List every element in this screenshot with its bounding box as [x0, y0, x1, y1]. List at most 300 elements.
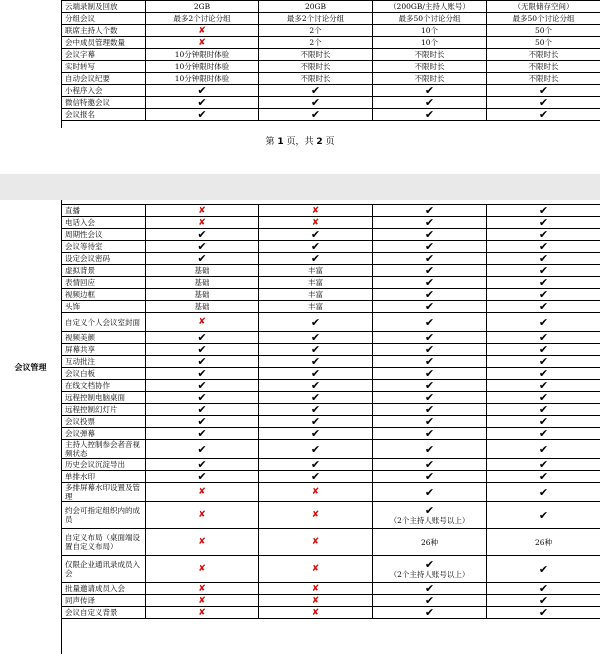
- check-icon: ✔: [197, 379, 207, 392]
- check-icon: ✔: [310, 470, 321, 483]
- check-icon: ✔: [424, 355, 435, 368]
- plan-cell: [259, 1, 373, 13]
- feature-name: 头饰: [62, 301, 146, 313]
- check-icon: ✔: [424, 391, 435, 404]
- feature-name: 小程序入会: [62, 85, 146, 97]
- table-row: [62, 380, 600, 392]
- plan-cell: [373, 556, 487, 583]
- plan-cell: [259, 85, 373, 97]
- cell-value: 50个: [534, 38, 553, 47]
- feature-name: 历史会议沉淀导出: [62, 459, 146, 471]
- cross-icon: ✘: [198, 564, 206, 574]
- check-icon: ✔: [310, 355, 321, 368]
- plan-cell: [259, 583, 373, 595]
- check-icon: ✔: [310, 331, 321, 344]
- check-icon: ✔: [424, 84, 435, 97]
- table-row: [62, 483, 600, 502]
- cross-icon: ✘: [311, 583, 320, 594]
- cell-value: 最多50个讨论分组: [512, 14, 575, 23]
- plan-cell: [487, 583, 600, 595]
- plan-cell: [487, 368, 600, 380]
- plan-cell: [259, 428, 373, 440]
- feature-name: 微信特邀会议: [62, 97, 146, 109]
- feature-name: 主持人控制参会者音视频状态: [62, 440, 146, 459]
- plan-cell: [487, 229, 600, 241]
- cell-value: 最多50个讨论分组: [398, 14, 461, 23]
- cell-value: 26种: [534, 537, 553, 547]
- plan-cell: [259, 277, 373, 289]
- check-icon: ✔: [538, 252, 549, 265]
- plan-cell: [259, 595, 373, 607]
- check-icon: ✔: [424, 582, 435, 595]
- plan-cell: [373, 49, 487, 61]
- plan-cell: [259, 483, 373, 502]
- plan-cell: [146, 61, 259, 73]
- plan-cell: [146, 277, 259, 289]
- cross-icon: ✘: [311, 595, 320, 606]
- plan-cell: [373, 607, 487, 619]
- cross-icon: ✘: [198, 487, 206, 497]
- cross-icon: ✘: [198, 607, 206, 618]
- cross-icon: ✘: [198, 217, 206, 228]
- plan-cell: [487, 217, 600, 229]
- check-icon: ✔: [197, 228, 207, 241]
- table-row: [62, 556, 600, 583]
- table-row: [62, 205, 600, 217]
- check-icon: ✔: [538, 562, 549, 576]
- check-icon: ✔: [538, 343, 549, 356]
- check-icon: ✔: [538, 264, 549, 277]
- plan-cell: [146, 556, 259, 583]
- feature-name: 虚拟背景: [62, 265, 146, 277]
- cross-icon: ✘: [198, 37, 206, 48]
- plan-cell: [259, 440, 373, 459]
- check-icon: ✔: [197, 470, 207, 483]
- cross-icon: ✘: [311, 537, 320, 547]
- cross-icon: ✘: [198, 510, 206, 520]
- plan-cell: [487, 265, 600, 277]
- cross-icon: ✘: [198, 317, 206, 327]
- plan-cell: [146, 289, 259, 301]
- feature-name: 会议报名: [62, 109, 146, 121]
- plan-cell: [146, 265, 259, 277]
- cell-value: 10个: [420, 26, 439, 35]
- check-icon: ✔: [197, 427, 207, 440]
- check-icon: ✔: [424, 427, 435, 440]
- plan-cell: [487, 289, 600, 301]
- cell-value: 基础: [194, 278, 210, 287]
- plan-cell: [373, 428, 487, 440]
- section-left-border: [0, 0, 62, 128]
- feature-name: 会议白板: [62, 368, 146, 380]
- check-icon: ✔: [310, 315, 321, 329]
- plan-cell: [373, 583, 487, 595]
- plan-cell: [373, 25, 487, 37]
- cross-icon: ✘: [311, 607, 320, 618]
- cell-value: 基础: [194, 266, 210, 275]
- plan-cell: [487, 607, 600, 619]
- plan-cell: [373, 502, 487, 529]
- plan-cell: [259, 368, 373, 380]
- plan-cell: [146, 85, 259, 97]
- cell-value: 基础: [194, 302, 210, 311]
- cell-value: 10个: [420, 38, 439, 47]
- check-icon: ✔: [197, 331, 207, 344]
- two-hosts-note: （2个主持人账号以上）: [389, 516, 470, 525]
- cell-value: 不限时长: [300, 74, 331, 83]
- plan-cell: [487, 483, 600, 502]
- table-row: [62, 344, 600, 356]
- cell-value: 10分钟限时体验: [174, 50, 230, 59]
- cross-icon: ✘: [311, 510, 320, 520]
- check-icon: ✔: [424, 276, 435, 289]
- plan-cell: [487, 556, 600, 583]
- plan-cell: [373, 13, 487, 25]
- plan-cell: [146, 404, 259, 416]
- plan-cell: [487, 428, 600, 440]
- check-icon: ✔: [538, 204, 549, 217]
- plan-cell: [487, 205, 600, 217]
- check-icon: ✔: [424, 315, 435, 329]
- cross-icon: ✘: [311, 564, 320, 574]
- plan-cell: [146, 428, 259, 440]
- check-icon: ✔: [424, 228, 435, 241]
- plan-cell: [487, 85, 600, 97]
- plan-cell: [146, 356, 259, 368]
- feature-name: 自动会议纪要: [62, 73, 146, 85]
- check-icon: ✔: [424, 415, 435, 428]
- table-row: [62, 25, 600, 37]
- table-row: [62, 416, 600, 428]
- plan-cell: [259, 217, 373, 229]
- check-icon: ✔: [424, 367, 435, 380]
- page-gap: [0, 174, 600, 200]
- table-row: [62, 404, 600, 416]
- check-icon: ✔: [424, 288, 435, 301]
- feature-name: 批量邀请成员入会: [62, 583, 146, 595]
- check-icon: ✔: [538, 300, 549, 313]
- plan-cell: [373, 229, 487, 241]
- table-row: [62, 241, 600, 253]
- plan-cell: [487, 440, 600, 459]
- plan-cell: [373, 205, 487, 217]
- plan-cell: [487, 416, 600, 428]
- check-icon: ✔: [424, 264, 435, 277]
- plan-cell: [259, 344, 373, 356]
- check-icon: ✔: [424, 504, 435, 517]
- plan-cell: [373, 253, 487, 265]
- plan-cell: [259, 97, 373, 109]
- cell-value: 最多2个讨论分组: [286, 14, 345, 23]
- feature-name: 分组会议: [62, 13, 146, 25]
- table-row: [62, 607, 600, 619]
- cell-value: 10分钟限时体验: [174, 74, 230, 83]
- check-icon: ✔: [538, 508, 549, 522]
- plan-cell: [146, 37, 259, 49]
- plan-cell: [259, 301, 373, 313]
- feature-name: 在线文档协作: [62, 380, 146, 392]
- feature-name: 约会可指定组织内的成员: [62, 502, 146, 529]
- check-icon: ✔: [197, 252, 207, 265]
- check-icon: ✔: [538, 331, 549, 344]
- plan-cell: [373, 97, 487, 109]
- check-icon: ✔: [424, 300, 435, 313]
- plan-cell: [146, 392, 259, 404]
- check-icon: ✔: [538, 391, 549, 404]
- plan-cell: [373, 332, 487, 344]
- check-icon: ✔: [538, 108, 549, 121]
- check-icon: ✔: [424, 96, 435, 109]
- check-icon: ✔: [197, 391, 207, 404]
- check-icon: ✔: [197, 355, 207, 368]
- table-row: [62, 97, 600, 109]
- cell-value: 2个: [309, 38, 322, 47]
- check-icon: ✔: [538, 288, 549, 301]
- plan-cell: [487, 502, 600, 529]
- check-icon: ✔: [424, 331, 435, 344]
- check-icon: ✔: [197, 96, 207, 109]
- cross-icon: ✘: [198, 537, 206, 547]
- plan-cell: [146, 595, 259, 607]
- check-icon: ✔: [197, 442, 207, 456]
- cross-icon: ✘: [311, 205, 320, 216]
- feature-name: 云端录制及回放: [62, 1, 146, 13]
- table-row: [62, 229, 600, 241]
- plan-cell: [487, 241, 600, 253]
- check-icon: ✔: [310, 442, 321, 456]
- plan-cell: [373, 217, 487, 229]
- plan-cell: [146, 253, 259, 265]
- check-icon: ✔: [424, 240, 435, 253]
- plan-cell: [487, 380, 600, 392]
- plan-cell: [259, 332, 373, 344]
- check-icon: ✔: [310, 367, 321, 380]
- check-icon: ✔: [538, 415, 549, 428]
- plan-cell: [373, 313, 487, 332]
- plan-cell: [146, 49, 259, 61]
- plan-cell: [259, 37, 373, 49]
- check-icon: ✔: [424, 204, 435, 217]
- plan-cell: [373, 277, 487, 289]
- plan-cell: [373, 85, 487, 97]
- plan-cell: [259, 229, 373, 241]
- plan-cell: [146, 1, 259, 13]
- plan-cell: [487, 404, 600, 416]
- plan-cell: [259, 416, 373, 428]
- check-icon: ✔: [538, 403, 549, 416]
- plan-cell: [146, 241, 259, 253]
- table-row: [62, 368, 600, 380]
- plan-cell: [487, 277, 600, 289]
- check-icon: ✔: [310, 108, 321, 121]
- plan-cell: [373, 37, 487, 49]
- table-row: [62, 440, 600, 459]
- check-icon: ✔: [538, 355, 549, 368]
- section-label: 会议管理: [14, 363, 47, 372]
- plan-cell: [146, 380, 259, 392]
- feature-name: 会议字幕: [62, 49, 146, 61]
- cell-value: 不限时长: [300, 62, 331, 71]
- plan-cell: [487, 13, 600, 25]
- check-icon: ✔: [424, 458, 435, 471]
- plan-cell: [373, 440, 487, 459]
- plan-cell: [146, 332, 259, 344]
- check-icon: ✔: [310, 403, 321, 416]
- plan-cell: [259, 392, 373, 404]
- plan-cell: [259, 289, 373, 301]
- feature-name: 屏幕共享: [62, 344, 146, 356]
- table-row: [62, 332, 600, 344]
- plan-cell: [146, 109, 259, 121]
- cell-value: 丰富: [308, 302, 323, 311]
- cell-value: 不限时长: [414, 62, 445, 71]
- table-row: [62, 313, 600, 332]
- table-row: [62, 583, 600, 595]
- plan-cell: [487, 301, 600, 313]
- check-icon: ✔: [310, 240, 321, 253]
- table-row: [62, 13, 600, 25]
- cell-value: 26种: [420, 537, 439, 547]
- table-row: [62, 37, 600, 49]
- check-icon: ✔: [310, 96, 321, 109]
- cell-value: 丰富: [308, 266, 323, 275]
- table-row: [62, 73, 600, 85]
- plan-cell: [259, 556, 373, 583]
- feature-name: 自定义布局（桌面端设置自定义布局）: [62, 529, 146, 556]
- plan-cell: [259, 25, 373, 37]
- plan-cell: [373, 241, 487, 253]
- cell-value: 基础: [194, 290, 210, 299]
- feature-name: 会议弹幕: [62, 428, 146, 440]
- table-row: [62, 49, 600, 61]
- plan-cell: [259, 356, 373, 368]
- check-icon: ✔: [197, 415, 207, 428]
- plan-cell: [146, 459, 259, 471]
- table-row: [62, 356, 600, 368]
- table-row: [62, 253, 600, 265]
- page-2: [0, 200, 600, 654]
- check-icon: ✔: [424, 606, 435, 619]
- plan-cell: [487, 61, 600, 73]
- plan-cell: [259, 253, 373, 265]
- check-icon: ✔: [197, 240, 207, 253]
- table-row: [62, 109, 600, 121]
- table-row: [62, 529, 600, 556]
- cell-value: 最多2个讨论分组: [173, 14, 231, 23]
- cell-value: 不限时长: [528, 62, 559, 71]
- plan-cell: [259, 313, 373, 332]
- check-icon: ✔: [424, 442, 435, 456]
- cell-value: 20GB: [304, 2, 327, 11]
- plan-cell: [146, 416, 259, 428]
- feature-name: 表情回应: [62, 277, 146, 289]
- plan-cell: [373, 1, 487, 13]
- cell-value: 丰富: [308, 278, 323, 287]
- feature-name: 周期性会议: [62, 229, 146, 241]
- feature-name: 视频边框: [62, 289, 146, 301]
- table-row: [62, 392, 600, 404]
- plan-cell: [373, 289, 487, 301]
- check-icon: ✔: [538, 84, 549, 97]
- check-icon: ✔: [538, 367, 549, 380]
- check-icon: ✔: [538, 96, 549, 109]
- plan-cell: [373, 61, 487, 73]
- plan-cell: [373, 529, 487, 556]
- plan-cell: [146, 440, 259, 459]
- plan-cell: [373, 109, 487, 121]
- check-icon: ✔: [310, 84, 321, 97]
- cross-icon: ✘: [198, 205, 206, 216]
- check-icon: ✔: [197, 458, 207, 471]
- plan-cell: [146, 583, 259, 595]
- feature-name: 会议投票: [62, 416, 146, 428]
- check-icon: ✔: [310, 379, 321, 392]
- plan-cell: [487, 529, 600, 556]
- plan-cell: [259, 607, 373, 619]
- check-icon: ✔: [424, 343, 435, 356]
- cross-icon: ✘: [198, 595, 206, 606]
- feature-name: 联席主持人个数: [62, 25, 146, 37]
- plan-cell: [373, 483, 487, 502]
- plan-cell: [487, 595, 600, 607]
- check-icon: ✔: [310, 228, 321, 241]
- check-icon: ✔: [310, 458, 321, 471]
- table-row: [62, 265, 600, 277]
- plan-cell: [373, 392, 487, 404]
- plan-cell: [146, 483, 259, 502]
- table-row: [62, 459, 600, 471]
- table-row: [62, 301, 600, 313]
- plan-cell: [259, 241, 373, 253]
- table-row: [62, 277, 600, 289]
- check-icon: ✔: [197, 108, 207, 121]
- check-icon: ✔: [538, 582, 549, 595]
- check-icon: ✔: [424, 403, 435, 416]
- plan-cell: [146, 471, 259, 483]
- cell-value: 2个: [309, 26, 322, 35]
- check-icon: ✔: [424, 558, 435, 571]
- plan-cell: [259, 73, 373, 85]
- table-row: [62, 1, 600, 13]
- check-icon: ✔: [538, 379, 549, 392]
- feature-name: 直播: [62, 205, 146, 217]
- plan-cell: [146, 529, 259, 556]
- check-icon: ✔: [310, 415, 321, 428]
- section-left-border: [0, 200, 62, 654]
- plan-cell: [146, 13, 259, 25]
- feature-table-top: [61, 0, 600, 121]
- feature-name: 设定会议密码: [62, 253, 146, 265]
- table-row: [62, 61, 600, 73]
- cell-value: （200GB/主持人账号）: [389, 2, 470, 11]
- feature-name: 同声传译: [62, 595, 146, 607]
- feature-name: 远程控制幻灯片: [62, 404, 146, 416]
- plan-cell: [259, 380, 373, 392]
- feature-table-bottom: [61, 204, 600, 619]
- check-icon: ✔: [424, 252, 435, 265]
- check-icon: ✔: [424, 594, 435, 607]
- cell-value: 不限时长: [414, 50, 445, 59]
- table-row: [62, 289, 600, 301]
- plan-cell: [373, 344, 487, 356]
- cross-icon: ✘: [311, 487, 320, 497]
- table-row: [62, 595, 600, 607]
- plan-cell: [259, 49, 373, 61]
- plan-cell: [487, 356, 600, 368]
- plan-cell: [487, 49, 600, 61]
- check-icon: ✔: [424, 470, 435, 483]
- check-icon: ✔: [197, 403, 207, 416]
